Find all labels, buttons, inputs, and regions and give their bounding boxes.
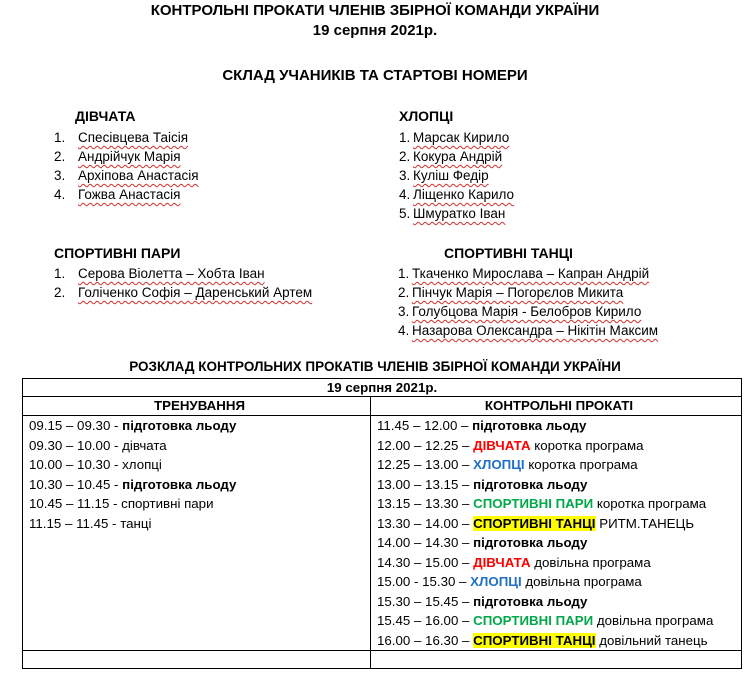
table-row: 09.30 – 10.00 - дівчата — [29, 437, 167, 453]
table-row: 12.00 – 12.25 – ДІВЧАТА коротка програма — [377, 437, 644, 453]
control-cell — [371, 416, 742, 651]
table-row: 10.30 – 10.45 - підготовка льоду — [29, 476, 237, 492]
table-row: 13.15 – 13.30 – СПОРТИВНІ ПАРИ коротка програма — [377, 496, 707, 511]
list-item: 4. Гожва Анастасія — [54, 187, 181, 202]
col-header-training: ТРЕНУВАННЯ — [23, 397, 371, 416]
pairs-list — [54, 264, 312, 302]
table-row: 10.45 – 11.15 - спортивні пари — [29, 496, 214, 511]
girls-list — [54, 128, 199, 204]
girls-heading: ДІВЧАТА — [75, 108, 136, 124]
table-row: 14.00 – 14.30 – підготовка льоду — [377, 535, 588, 550]
empty-cell — [371, 651, 742, 669]
list-item: 1. Спесівцева Таісія — [54, 130, 189, 145]
table-row: 11.15 – 11.45 - танці — [29, 515, 152, 531]
boys-heading: ХЛОПЦІ — [399, 108, 454, 124]
table-row: 13.30 – 14.00 – СПОРТИВНІ ТАНЦІ РИТМ.ТАНЕЦЬ — [377, 515, 695, 531]
list-item: 3. Куліш Федір — [399, 168, 489, 183]
doc-title: КОНТРОЛЬНІ ПРОКАТИ ЧЛЕНІВ ЗБІРНОЇ КОМАНДИ УКРАЇНИ — [150, 2, 600, 19]
pairs-heading: СПОРТИВНІ ПАРИ — [54, 245, 181, 261]
list-item: 4. Назарова Олександра – Нікітін Максим — [398, 323, 659, 338]
schedule-title: РОЗКЛАД КОНТРОЛЬНИХ ПРОКАТІВ ЧЛЕНІВ ЗБІРНОЇ КОМАНДИ УКРАЇНИ — [129, 359, 621, 374]
list-item: 4. Ліщенко Карило — [399, 187, 515, 202]
col-header-control: КОНТРОЛЬНІ ПРОКАТІ — [371, 397, 742, 416]
table-row: 09.15 – 09.30 - підготовка льоду — [29, 418, 237, 433]
boys-list — [399, 128, 514, 223]
table-row: 10.00 – 10.30 - хлопці — [29, 457, 162, 472]
list-item: 2. Пінчук Марія – Погорєлов Микита — [398, 285, 624, 300]
table-row: 14.30 – 15.00 – ДІВЧАТА довільна програма — [377, 554, 651, 570]
list-item: 5. Шмуратко Іван — [399, 206, 506, 221]
schedule-table — [22, 378, 742, 669]
doc-date: 19 серпня 2021р. — [312, 22, 438, 39]
table-row: 15.30 – 15.45 – підготовка льоду — [377, 593, 588, 609]
list-item: 1. Марсак Кирило — [399, 130, 510, 145]
empty-cell — [23, 651, 371, 669]
list-item: 3. Голубцова Марія - Белобров Кирило — [398, 304, 642, 319]
training-cell — [23, 416, 371, 651]
list-item: 3. Архіпова Анастасія — [54, 168, 199, 183]
schedule-date: 19 серпня 2021р. — [23, 379, 742, 397]
table-row: 12.25 – 13.00 – ХЛОПЦІ коротка програма — [377, 457, 638, 472]
roster-subtitle: СКЛАД УЧАНИКІВ ТА СТАРТОВІ НОМЕРИ — [222, 67, 528, 84]
list-item: 1. Ткаченко Мирослава – Капран Андрій — [398, 266, 650, 281]
list-item: 2. Голіченко Софія – Даренський Артем — [54, 285, 313, 300]
table-row: 16.00 – 16.30 – СПОРТИВНІ ТАНЦІ довільний танець — [377, 632, 708, 648]
list-item: 2. Кокура Андрій — [399, 149, 503, 164]
table-row: 15.00 - 15.30 – ХЛОПЦІ довільна програма — [377, 574, 642, 589]
table-row: 11.45 – 12.00 – підготовка льоду — [377, 418, 587, 433]
table-row: 15.45 – 16.00 – СПОРТИВНІ ПАРИ довільна програма — [377, 613, 714, 628]
table-row: 13.00 – 13.15 – підготовка льоду — [377, 476, 588, 492]
list-item: 2. Андрійчук Марія — [54, 149, 181, 164]
dance-heading: СПОРТИВНІ ТАНЦІ — [444, 245, 573, 261]
list-item: 1. Серова Віолетта – Хобта Іван — [54, 266, 265, 281]
dance-list — [398, 264, 658, 340]
